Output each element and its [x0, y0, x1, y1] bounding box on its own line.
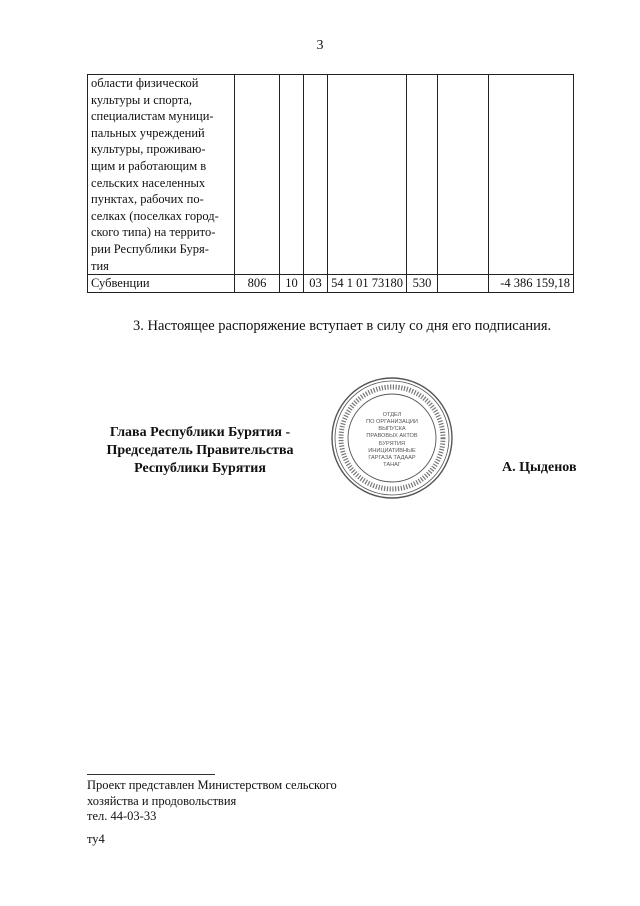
section-code: 10 [280, 275, 304, 293]
seal-text-line: ГАРГАЗА ТАДААР [368, 455, 416, 461]
document-code: ту4 [87, 832, 105, 846]
footnote-line: Проект представлен Министерством сельского [87, 778, 337, 792]
footnote [87, 778, 337, 825]
name-line: культуры и спорта, [91, 92, 193, 107]
footnote-line: тел. 44-03-33 [87, 809, 157, 823]
seal-text-line: ВЫПУСКА [378, 426, 406, 432]
table-row-description [88, 75, 574, 275]
footnote-divider [87, 774, 215, 775]
target-article-code: 54 1 01 73180 [328, 275, 407, 293]
name-line: пунктах, рабочих по- [91, 192, 204, 207]
name-line: щим и работающим в [91, 158, 207, 173]
amount-cell [489, 75, 574, 275]
table-row-subventions [88, 275, 574, 293]
seal-text-line: ОТДЕЛ [382, 412, 402, 418]
expense-type-code: 530 [407, 275, 438, 293]
section-cell [280, 75, 304, 275]
subsection-code: 03 [304, 275, 328, 293]
seal-text-line: ПО ОРГАНИЗАЦИИ [366, 419, 418, 425]
signatory-title-line: Председатель Правительства [106, 443, 294, 458]
name-line: области физической [91, 76, 199, 90]
name-line: сельских населенных [91, 175, 206, 190]
target-article-cell [328, 75, 407, 275]
budget-table [87, 74, 574, 293]
empty-cell [438, 75, 489, 275]
seal-text-line: ИНИЦИАТИВНЫЕ [368, 448, 416, 454]
amount-value: -4 386 159,18 [489, 275, 574, 293]
clause-3-text: 3. Настоящее распоряжение вступает в силу со дня его подписания. [133, 318, 552, 334]
signatory-title-line: Республики Бурятия [134, 461, 266, 476]
grbs-code: 806 [235, 275, 280, 293]
name-line: рии Республики Буря- [91, 241, 209, 256]
name-line: селках (поселках город- [91, 208, 219, 223]
signatory-title [82, 424, 318, 478]
seal-text-line: ПРАВОВЫХ АКТОВ [366, 433, 418, 439]
subvention-label: Субвенции [88, 275, 235, 293]
name-line: культуры, проживаю- [91, 142, 206, 157]
empty-cell [438, 275, 489, 293]
grbs-cell [235, 75, 280, 275]
name-line: специалистам муници- [91, 109, 214, 124]
seal-text-line: БУРЯТИЯ [378, 441, 406, 447]
page-number: 3 [316, 38, 324, 53]
signer-name: А. Цыденов [502, 460, 577, 475]
official-seal-stamp [330, 376, 454, 500]
name-line: пальных учреждений [91, 125, 205, 140]
name-line: ского типа) на террито- [91, 225, 216, 240]
expense-name-cell [88, 75, 235, 275]
footnote-line: хозяйства и продовольствия [87, 793, 237, 808]
seal-text-line: ТАНАГ [383, 462, 401, 468]
expense-type-cell [407, 75, 438, 275]
name-line: тия [91, 258, 109, 273]
subsection-cell [304, 75, 328, 275]
signatory-title-line: Глава Республики Бурятия - [109, 425, 291, 440]
